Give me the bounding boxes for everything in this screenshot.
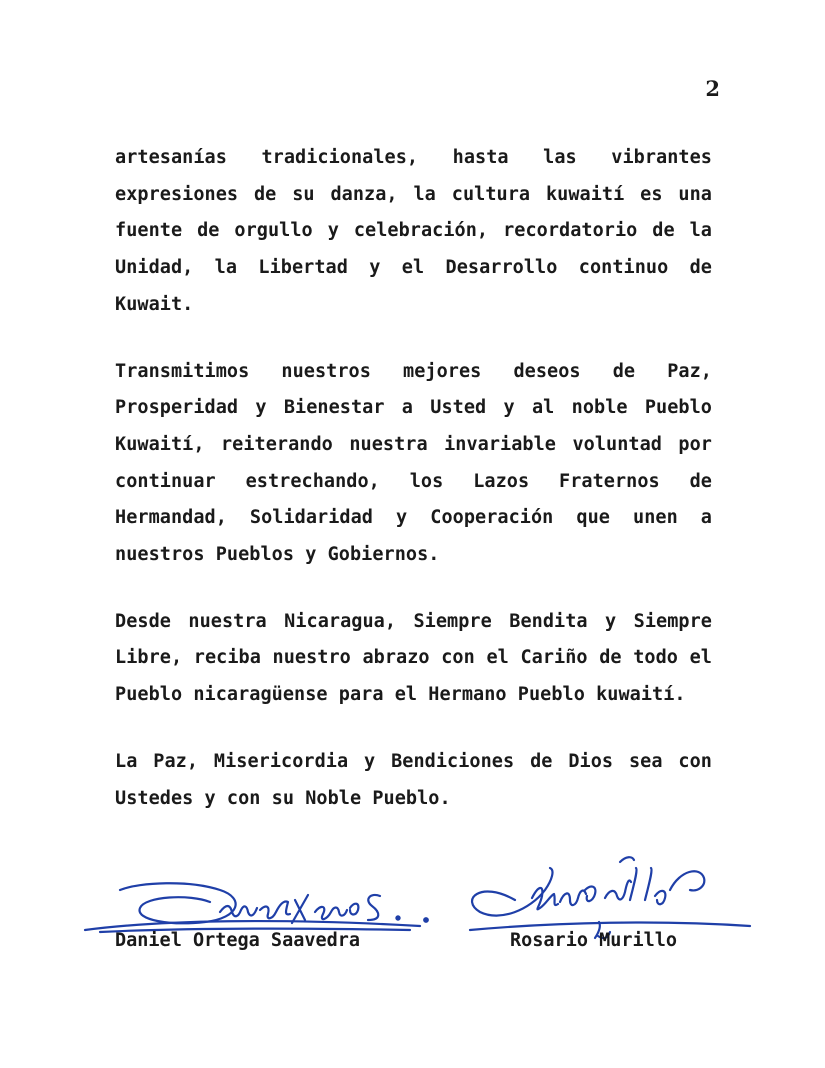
paragraph-wishes: Transmitimos nuestros mejores deseos de Paz, Prosperidad y Bienestar a Usted y al noble Pueblo Kuwaití, reiterando nuestra invariable voluntad por continuar estrechando, los Lazos Fraternos de Hermandad, Solidaridad y Cooperación que unen a nuestros Pueblos y Gobiernos. xyxy=(115,360,712,566)
signature-block xyxy=(0,850,825,970)
paragraph-embrace: Desde nuestra Nicaragua, Siempre Bendita y Siempre Libre, reciba nuestro abrazo con el Cariño de todo el Pueblo nicaragüense para el Hermano Pueblo kuwaití. xyxy=(115,610,712,706)
paragraph-blessing: La Paz, Misericordia y Bendiciones de Dios sea con Ustedes y con su Noble Pueblo. xyxy=(115,750,712,809)
signer-name-left: Daniel Ortega Saavedra xyxy=(115,930,361,951)
paragraph-culture: artesanías tradicionales, hasta las vibrantes expresiones de su danza, la cultura kuwaití es una fuente de orgullo y celebración, recordatorio de la Unidad, la Libertad y el Desarrollo continuo de Kuwait. xyxy=(115,147,712,315)
page-number: 2 xyxy=(705,76,720,101)
signer-name-right: Rosario Murillo xyxy=(510,930,678,951)
letter-body xyxy=(115,140,712,847)
signature-daniel-ortega xyxy=(80,860,440,940)
